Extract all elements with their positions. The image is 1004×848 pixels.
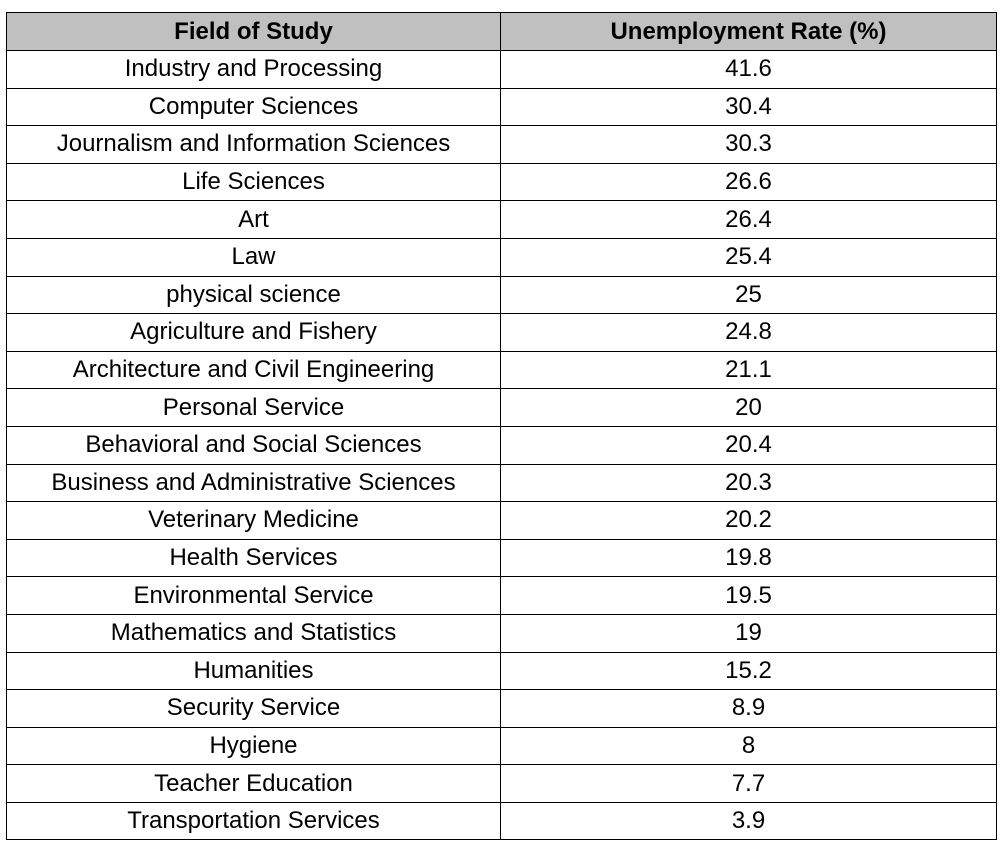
unemployment-rate-cell: 30.3: [501, 126, 997, 164]
table-row: [7, 426, 997, 464]
table-row: [7, 126, 997, 164]
field-of-study-cell: physical science: [7, 276, 501, 314]
table-row: [7, 802, 997, 840]
unemployment-table: [6, 12, 997, 840]
field-of-study-cell: Hygiene: [7, 727, 501, 765]
unemployment-rate-cell: 26.4: [501, 201, 997, 239]
field-of-study-cell: Journalism and Information Sciences: [7, 126, 501, 164]
table-container: [6, 12, 996, 840]
unemployment-rate-cell: 41.6: [501, 51, 997, 89]
field-of-study-cell: Art: [7, 201, 501, 239]
field-of-study-cell: Agriculture and Fishery: [7, 314, 501, 352]
unemployment-rate-cell: 20.2: [501, 502, 997, 540]
unemployment-rate-cell: 26.6: [501, 163, 997, 201]
unemployment-rate-cell: 25.4: [501, 238, 997, 276]
field-of-study-cell: Business and Administrative Sciences: [7, 464, 501, 502]
header-field-of-study: Field of Study: [7, 13, 501, 51]
field-of-study-cell: Health Services: [7, 539, 501, 577]
unemployment-rate-cell: 19.8: [501, 539, 997, 577]
unemployment-rate-cell: 20.4: [501, 426, 997, 464]
unemployment-rate-cell: 21.1: [501, 351, 997, 389]
field-of-study-cell: Environmental Service: [7, 577, 501, 615]
unemployment-rate-cell: 30.4: [501, 88, 997, 126]
table-row: [7, 238, 997, 276]
field-of-study-cell: Industry and Processing: [7, 51, 501, 89]
table-row: [7, 389, 997, 427]
unemployment-rate-cell: 20: [501, 389, 997, 427]
field-of-study-cell: Teacher Education: [7, 765, 501, 803]
unemployment-rate-cell: 8.9: [501, 690, 997, 728]
field-of-study-cell: Law: [7, 238, 501, 276]
field-of-study-cell: Computer Sciences: [7, 88, 501, 126]
table-row: [7, 314, 997, 352]
unemployment-rate-cell: 24.8: [501, 314, 997, 352]
table-row: [7, 163, 997, 201]
unemployment-rate-cell: 20.3: [501, 464, 997, 502]
table-row: [7, 276, 997, 314]
header-row: [7, 13, 997, 51]
table-row: [7, 577, 997, 615]
unemployment-rate-cell: 19: [501, 614, 997, 652]
field-of-study-cell: Behavioral and Social Sciences: [7, 426, 501, 464]
unemployment-rate-cell: 7.7: [501, 765, 997, 803]
table-row: [7, 88, 997, 126]
field-of-study-cell: Architecture and Civil Engineering: [7, 351, 501, 389]
field-of-study-cell: Security Service: [7, 690, 501, 728]
field-of-study-cell: Humanities: [7, 652, 501, 690]
table-row: [7, 464, 997, 502]
table-row: [7, 690, 997, 728]
unemployment-rate-cell: 15.2: [501, 652, 997, 690]
field-of-study-cell: Transportation Services: [7, 802, 501, 840]
table-row: [7, 539, 997, 577]
unemployment-rate-cell: 19.5: [501, 577, 997, 615]
table-body: [7, 51, 997, 840]
unemployment-rate-cell: 3.9: [501, 802, 997, 840]
table-row: [7, 502, 997, 540]
unemployment-rate-cell: 8: [501, 727, 997, 765]
field-of-study-cell: Mathematics and Statistics: [7, 614, 501, 652]
field-of-study-cell: Veterinary Medicine: [7, 502, 501, 540]
field-of-study-cell: Life Sciences: [7, 163, 501, 201]
table-row: [7, 201, 997, 239]
header-unemployment-rate: Unemployment Rate (%): [501, 13, 997, 51]
table-row: [7, 652, 997, 690]
unemployment-rate-cell: 25: [501, 276, 997, 314]
table-row: [7, 765, 997, 803]
table-row: [7, 727, 997, 765]
field-of-study-cell: Personal Service: [7, 389, 501, 427]
table-row: [7, 351, 997, 389]
table-row: [7, 51, 997, 89]
table-row: [7, 614, 997, 652]
